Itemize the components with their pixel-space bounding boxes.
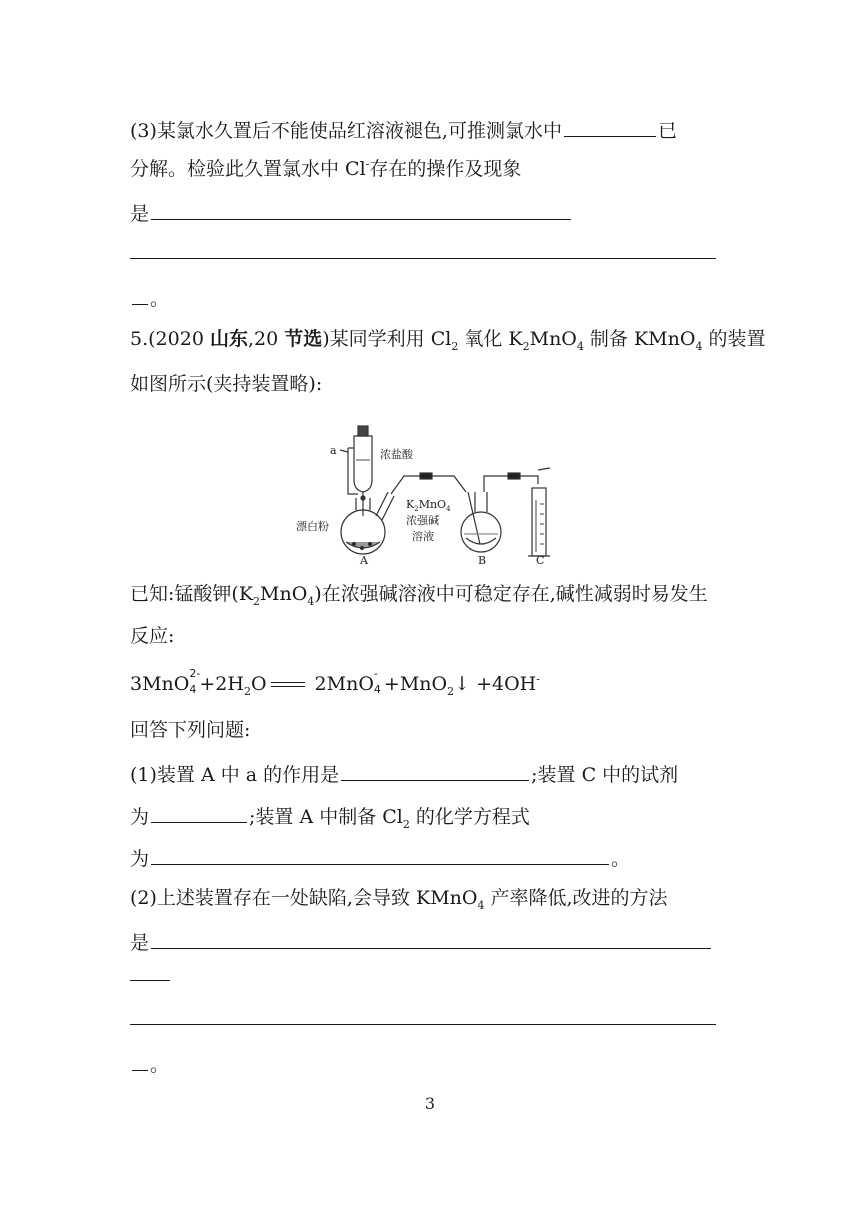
- label-hcl: 浓盐酸: [380, 448, 413, 461]
- eq-text: +2H: [199, 673, 244, 695]
- answer-rule[interactable]: [130, 1024, 716, 1025]
- text: ;装置 A 中制备 Cl: [249, 806, 403, 828]
- label-A: A: [360, 554, 368, 567]
- text: 氧化 K: [458, 328, 523, 350]
- q5-known-line2: [130, 624, 174, 648]
- text: 反应:: [130, 625, 175, 647]
- answer-blank[interactable]: [151, 802, 247, 823]
- q4-part3-line3: [130, 199, 573, 226]
- label-k2mno4: $K_2MnO_4$: [406, 498, 451, 513]
- text: 的化学方程式: [409, 806, 530, 828]
- answer-prompt: [130, 718, 250, 742]
- equals-sign: [271, 681, 305, 689]
- eq-text: ↓ +4OH: [454, 673, 537, 695]
- text: ,20: [247, 328, 285, 350]
- dropping-funnel: [354, 436, 372, 492]
- eq-text: +MnO: [383, 673, 448, 695]
- text: 产率降低,改进的方法: [484, 887, 668, 909]
- subscript: 4: [695, 339, 703, 353]
- label-base1: 浓强碱: [406, 514, 439, 527]
- q5-known-line1: [130, 582, 708, 606]
- label-C: C: [536, 554, 545, 567]
- eq-text: O: [250, 673, 267, 695]
- subscript: 4: [576, 339, 584, 353]
- text: 如图所示(夹持装置略):: [130, 373, 323, 395]
- label-bleach: 漂白粉: [296, 520, 329, 533]
- label-base2: 溶液: [412, 530, 434, 543]
- rubber-joint: [420, 473, 432, 479]
- text: 某同学利用 Cl: [329, 328, 452, 350]
- subscript: 2: [402, 817, 410, 831]
- text: )在浓强碱溶液中可稳定存在,碱性减弱时易发生: [314, 583, 708, 605]
- superscript: -: [536, 672, 540, 686]
- text: ;装置 C 中的试剂: [531, 764, 679, 786]
- answer-blank[interactable]: [151, 844, 609, 865]
- answer-blank[interactable]: [564, 116, 656, 137]
- question-number: 5.: [130, 328, 149, 350]
- page-number: 3: [424, 1094, 436, 1113]
- answer-blank[interactable]: [132, 284, 148, 305]
- subscript: 4: [307, 594, 315, 608]
- text: MnO: [260, 583, 308, 605]
- q5-part1-line2: [130, 802, 530, 829]
- subscript: 2: [451, 339, 459, 353]
- text: 回答下列问题:: [130, 719, 251, 741]
- q4-part3-line5: [130, 284, 169, 311]
- subscript: 4: [477, 898, 485, 912]
- q5-line1: [130, 327, 765, 351]
- answer-blank[interactable]: [341, 760, 529, 781]
- eq-text: 3MnO: [130, 673, 190, 695]
- text: 是: [130, 203, 150, 225]
- text: 已知:锰酸钾(K: [130, 583, 254, 605]
- text: (3)某氯水久置后不能使品红溶液褪色,可推测氯水中: [130, 120, 562, 142]
- text: 。: [611, 848, 631, 870]
- subscript: 2: [253, 594, 261, 608]
- cylinder-C: [532, 488, 546, 556]
- text: 。: [150, 288, 170, 310]
- answer-blank[interactable]: [151, 199, 571, 220]
- q5-part2-line2: [130, 928, 713, 955]
- q5-line2: [130, 372, 322, 396]
- q5-part1-line3: [130, 844, 630, 871]
- text: ): [322, 328, 330, 350]
- equation: 3MnO 2- 4 $+2H_2O$ 2MnO - 4 +MnO$_2$↓ +4OH-: [130, 667, 540, 698]
- subscript: 2: [243, 684, 251, 698]
- q5-part2-end: [130, 1050, 169, 1077]
- pressure-tube-a: [348, 448, 358, 494]
- text: 为: [130, 806, 150, 828]
- flask-B: [461, 512, 501, 552]
- text: (1)装置 A 中 a 的作用是: [130, 764, 340, 786]
- apparatus-figure: [296, 420, 566, 568]
- text: 的装置: [702, 328, 766, 350]
- q5-part1-line1: [130, 760, 678, 787]
- text: 分解。检验此久置氯水中 Cl: [130, 158, 366, 180]
- answer-blank[interactable]: [132, 1050, 148, 1071]
- source-bold: 节选: [284, 328, 323, 350]
- subscript: 2: [522, 339, 530, 353]
- text: MnO: [529, 328, 577, 350]
- label-a: a: [330, 444, 337, 457]
- answer-rule[interactable]: [130, 258, 716, 259]
- text: 存在的操作及现象: [369, 158, 522, 180]
- answer-blank[interactable]: [151, 928, 711, 949]
- text: (2020: [148, 328, 210, 350]
- text: 已: [657, 120, 677, 142]
- q4-part3-line2: [130, 157, 521, 181]
- subscript: 2: [447, 684, 455, 698]
- eq-text: 2MnO: [308, 673, 374, 695]
- q4-part3-line1: [130, 116, 677, 143]
- source-bold: 山东: [209, 328, 248, 350]
- q5-part2-line1: [130, 886, 668, 910]
- label-B: B: [478, 554, 487, 567]
- text: 为: [130, 848, 150, 870]
- superscript: -: [365, 157, 370, 171]
- stopper: [358, 426, 368, 436]
- text: 制备 KMnO: [583, 328, 696, 350]
- text: (2)上述装置存在一处缺陷,会导致 KMnO: [130, 887, 478, 909]
- answer-rule[interactable]: [130, 980, 170, 981]
- text: 。: [150, 1054, 170, 1076]
- text: 是: [130, 932, 150, 954]
